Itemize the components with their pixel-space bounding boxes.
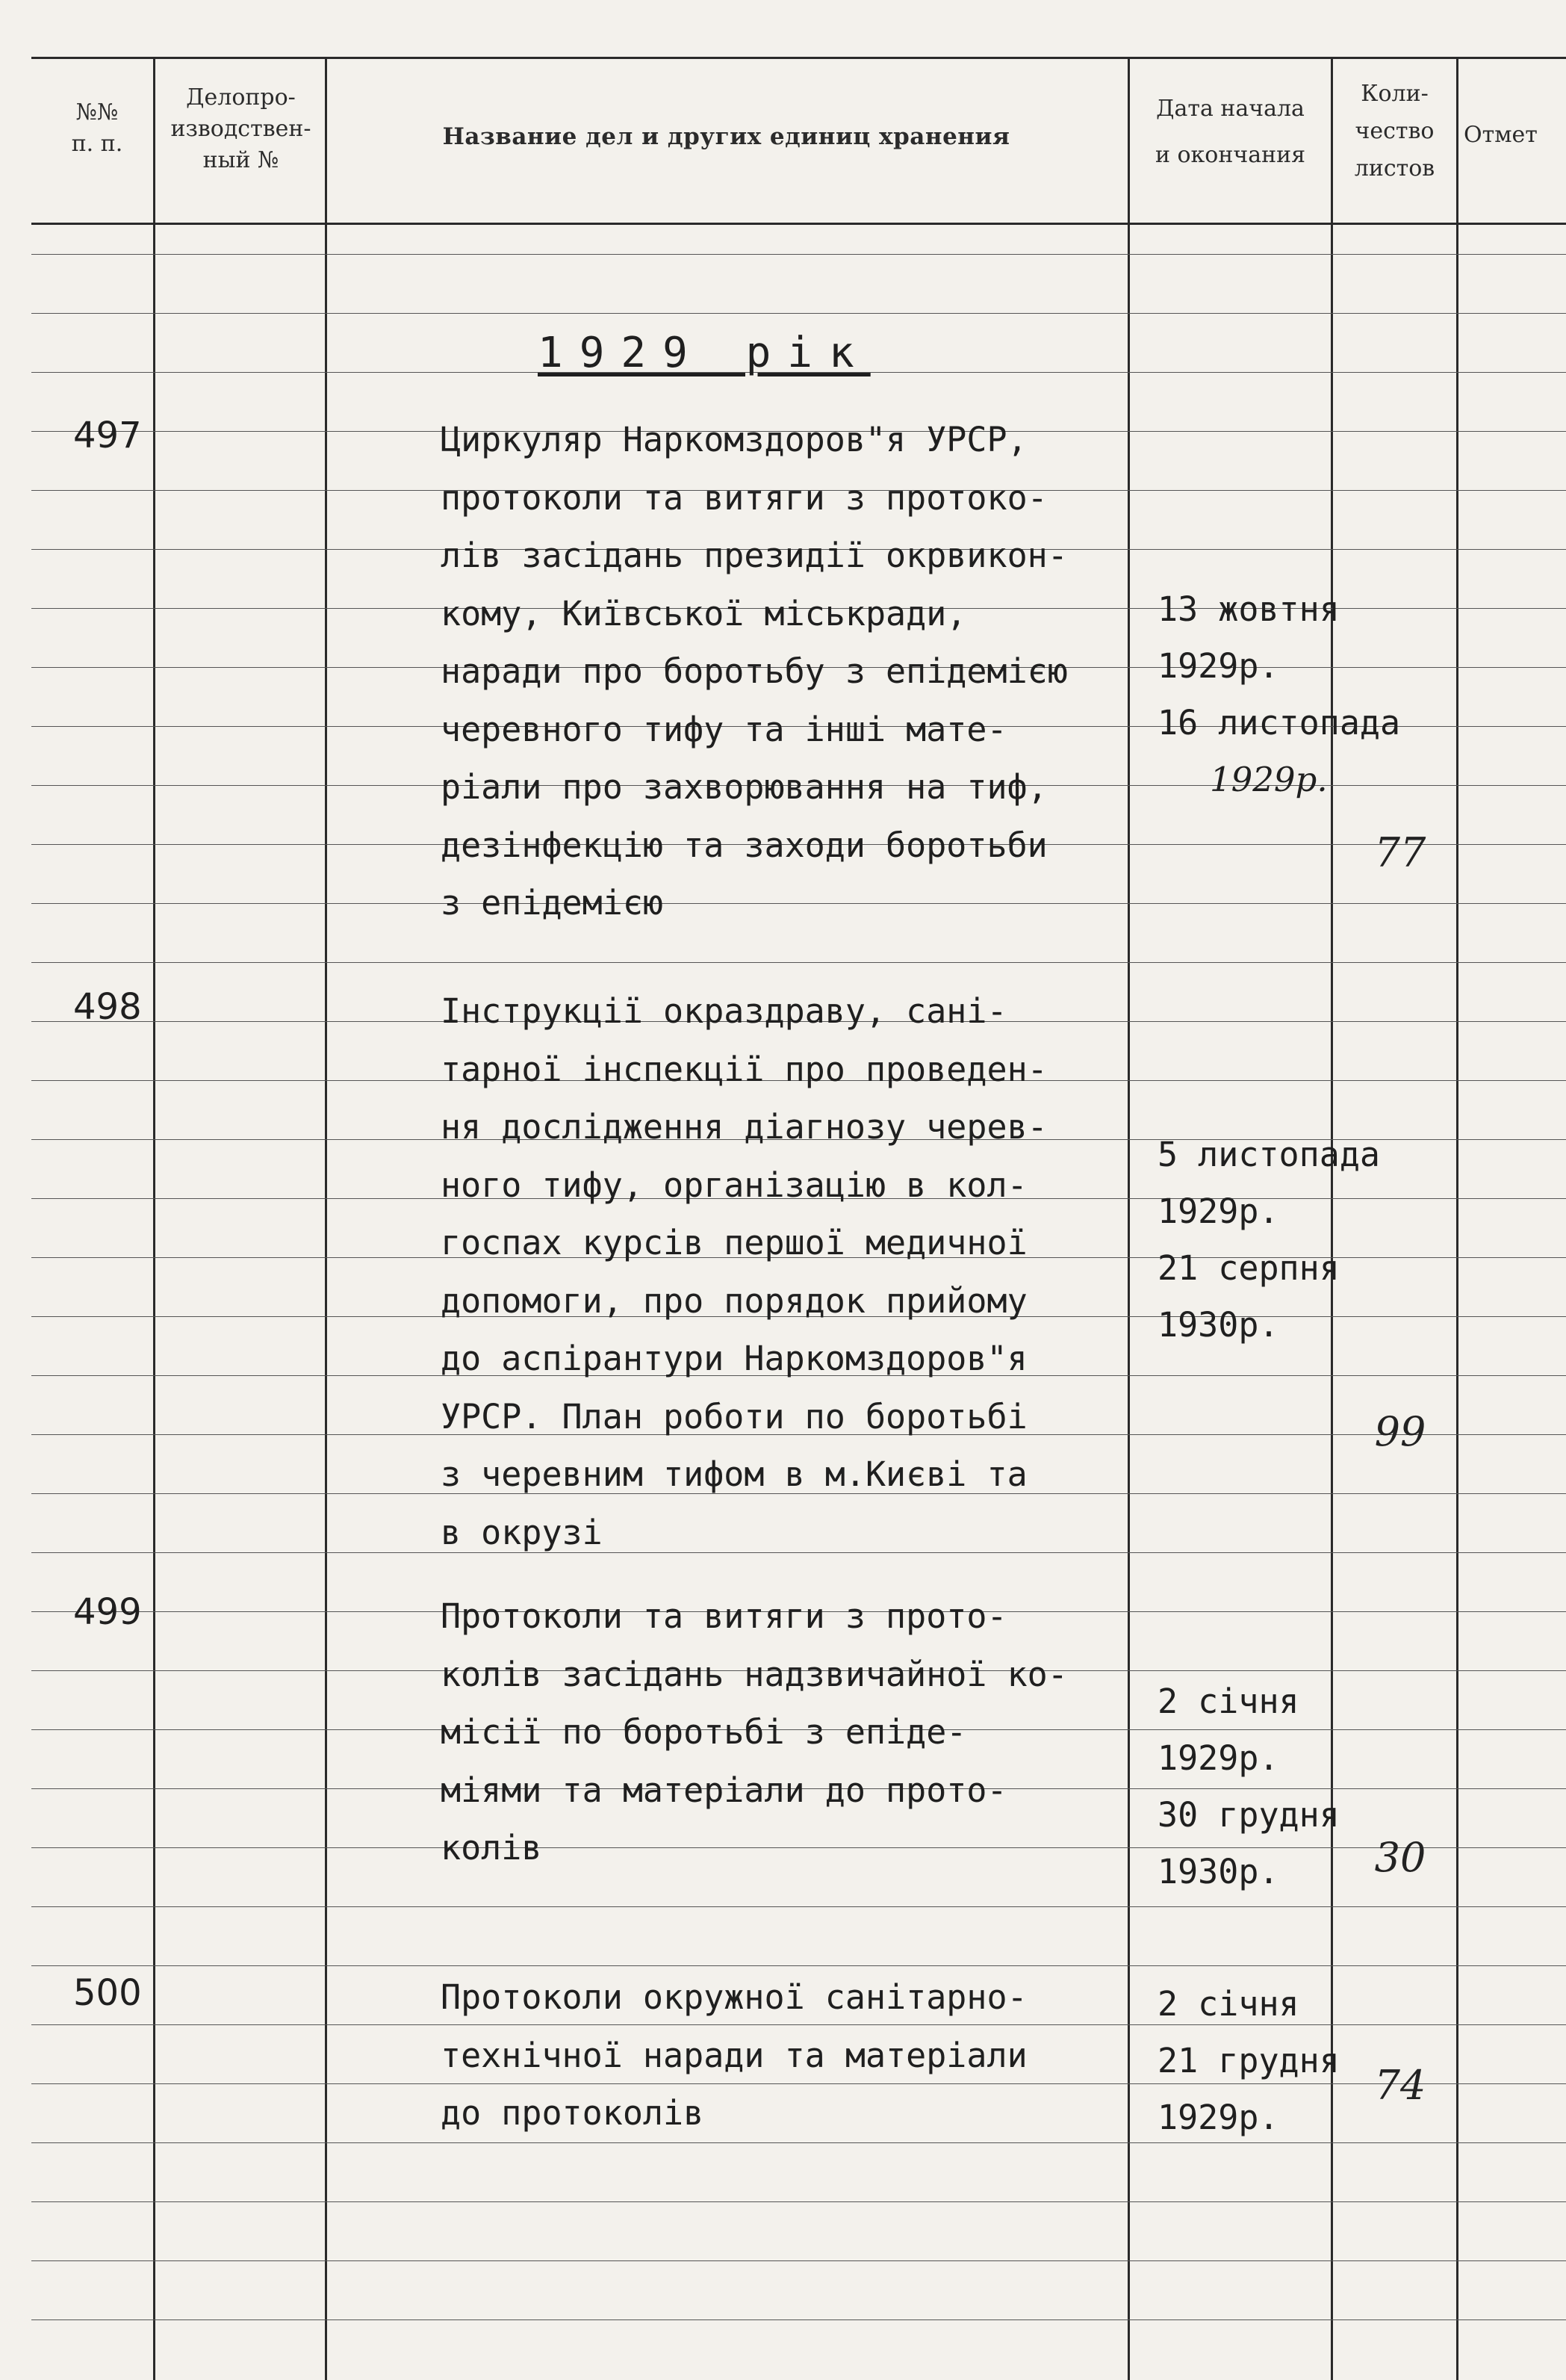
record-dates (1158, 1127, 1441, 1354)
header-col-sheets-line3: листов (1354, 155, 1435, 182)
header-col-title (329, 123, 1124, 150)
header-col-number-line1: №№ (75, 99, 119, 125)
record-description (441, 411, 1135, 932)
description-line: колів засідань надзвичайної ко- (441, 1654, 1068, 1694)
description-line: Протоколи та витяги з прото- (441, 1596, 1007, 1636)
date-line: 16 листопада (1158, 703, 1401, 743)
col-divider-2 (325, 58, 327, 2380)
date-line: 21 серпня (1158, 1248, 1340, 1288)
description-line: місії по боротьбі з епіде- (441, 1712, 967, 1752)
header-col-dates (1131, 93, 1329, 171)
record-dates (1158, 581, 1441, 808)
ledger-rule-line (31, 313, 1566, 314)
header-col-sheets-line1: Коли- (1361, 81, 1429, 107)
date-line: 30 грудня (1158, 1795, 1340, 1835)
date-line: 2 січня (1158, 1682, 1299, 1721)
col-divider-5 (1456, 58, 1458, 2380)
date-line: 1929р. (1158, 2098, 1279, 2137)
header-col-office-number (157, 82, 325, 176)
description-line: УРСР. План роботи по боротьбі (441, 1396, 1028, 1437)
description-line: тарної інспекції про проведен- (441, 1049, 1048, 1089)
header-col-notes-text: Отмет (1464, 122, 1538, 148)
date-line: 21 грудня (1158, 2041, 1340, 2080)
description-line: допомоги, про порядок прийому (441, 1280, 1028, 1321)
record-description (441, 982, 1135, 1561)
description-line: міями та матеріали до прото- (441, 1770, 1007, 1810)
record-sheet-count: 74 (1374, 2062, 1426, 2109)
record-number: 499 (73, 1591, 142, 1633)
description-line: технічної наради та матеріали (441, 2035, 1028, 2075)
date-line: 1930р. (1158, 1305, 1279, 1345)
ledger-rule-line (31, 1906, 1566, 1907)
ledger-rule-line (31, 2260, 1566, 2261)
record-sheet-count: 77 (1374, 829, 1426, 876)
header-col-number-line2: п. п. (71, 131, 123, 157)
description-line: в окрузі (441, 1512, 603, 1552)
description-line: до аспірантури Наркомздоров"я (441, 1339, 1028, 1378)
header-top-border (31, 57, 1566, 59)
year-heading: 1929 рік (538, 329, 871, 377)
header-col-sheets (1333, 78, 1456, 185)
description-line: Протоколи окружної санітарно- (441, 1977, 1028, 2017)
description-line: колів (441, 1828, 542, 1868)
record-description (441, 1587, 1135, 1877)
description-line: з епідемією (441, 883, 664, 923)
ledger-rule-line (31, 962, 1566, 963)
description-line: ня дослідження діагнозу черев- (441, 1107, 1048, 1147)
description-line: лів засідань президії окрвикон- (441, 536, 1068, 575)
date-line: 5 листопада (1158, 1135, 1381, 1174)
date-line: 2 січня (1158, 1984, 1299, 2024)
header-col-title-text: Название дел и других единиц хранения (442, 123, 1010, 150)
description-line: з черевним тифом в м.Києві та (441, 1454, 1028, 1494)
date-line: 1929р. (1158, 646, 1279, 686)
date-line: 1929р. (1158, 1191, 1279, 1231)
description-line: до протоколів (441, 2093, 704, 2133)
header-col-office-line1: Делопро- (186, 84, 296, 111)
description-line: госпах курсів першої медичної (441, 1223, 1028, 1262)
date-line: 1929р. (1210, 760, 1328, 799)
date-line: 1929р. (1158, 1738, 1279, 1778)
header-col-dates-line2: и окончания (1155, 142, 1306, 168)
header-col-office-line3: ный № (202, 147, 279, 173)
ledger-rule-line (31, 2319, 1566, 2320)
ledger-rule-line (31, 254, 1566, 255)
record-description (441, 1968, 1135, 2142)
ledger-rule-line (31, 1965, 1566, 1966)
record-dates (1158, 1976, 1441, 2146)
description-line: Інструкції окраздраву, сані- (441, 991, 1007, 1031)
col-divider-1 (153, 58, 155, 2380)
header-col-dates-line1: Дата начала (1156, 96, 1305, 122)
date-line: 1930р. (1158, 1852, 1279, 1891)
description-line: ного тифу, організацію в кол- (441, 1165, 1028, 1205)
record-sheet-count: 30 (1374, 1834, 1426, 1881)
header-col-sheets-line2: чество (1355, 118, 1435, 144)
ledger-rule-line (31, 2201, 1566, 2202)
description-line: дезінфекцію та заходи боротьби (441, 825, 1048, 865)
record-number: 500 (73, 1972, 142, 2014)
record-sheet-count: 99 (1374, 1408, 1426, 1455)
header-col-number (45, 97, 149, 160)
description-line: черевного тифу та інші мате- (441, 709, 1007, 749)
date-line: 13 жовтня (1158, 589, 1340, 629)
record-number: 498 (73, 986, 142, 1028)
description-line: протоколи та витяги з протоко- (441, 477, 1048, 518)
header-bottom-border (31, 223, 1566, 225)
description-line: ріали про захворювання на тиф, (441, 767, 1048, 807)
header-col-office-line2: изводствен- (170, 116, 311, 142)
record-number: 497 (73, 415, 142, 456)
header-col-notes (1464, 120, 1566, 151)
description-line: наради про боротьбу з епідемією (441, 651, 1068, 691)
description-line: Циркуляр Наркомздоров"я УРСР, (441, 420, 1028, 459)
description-line: кому, Київської міськради, (441, 593, 967, 633)
